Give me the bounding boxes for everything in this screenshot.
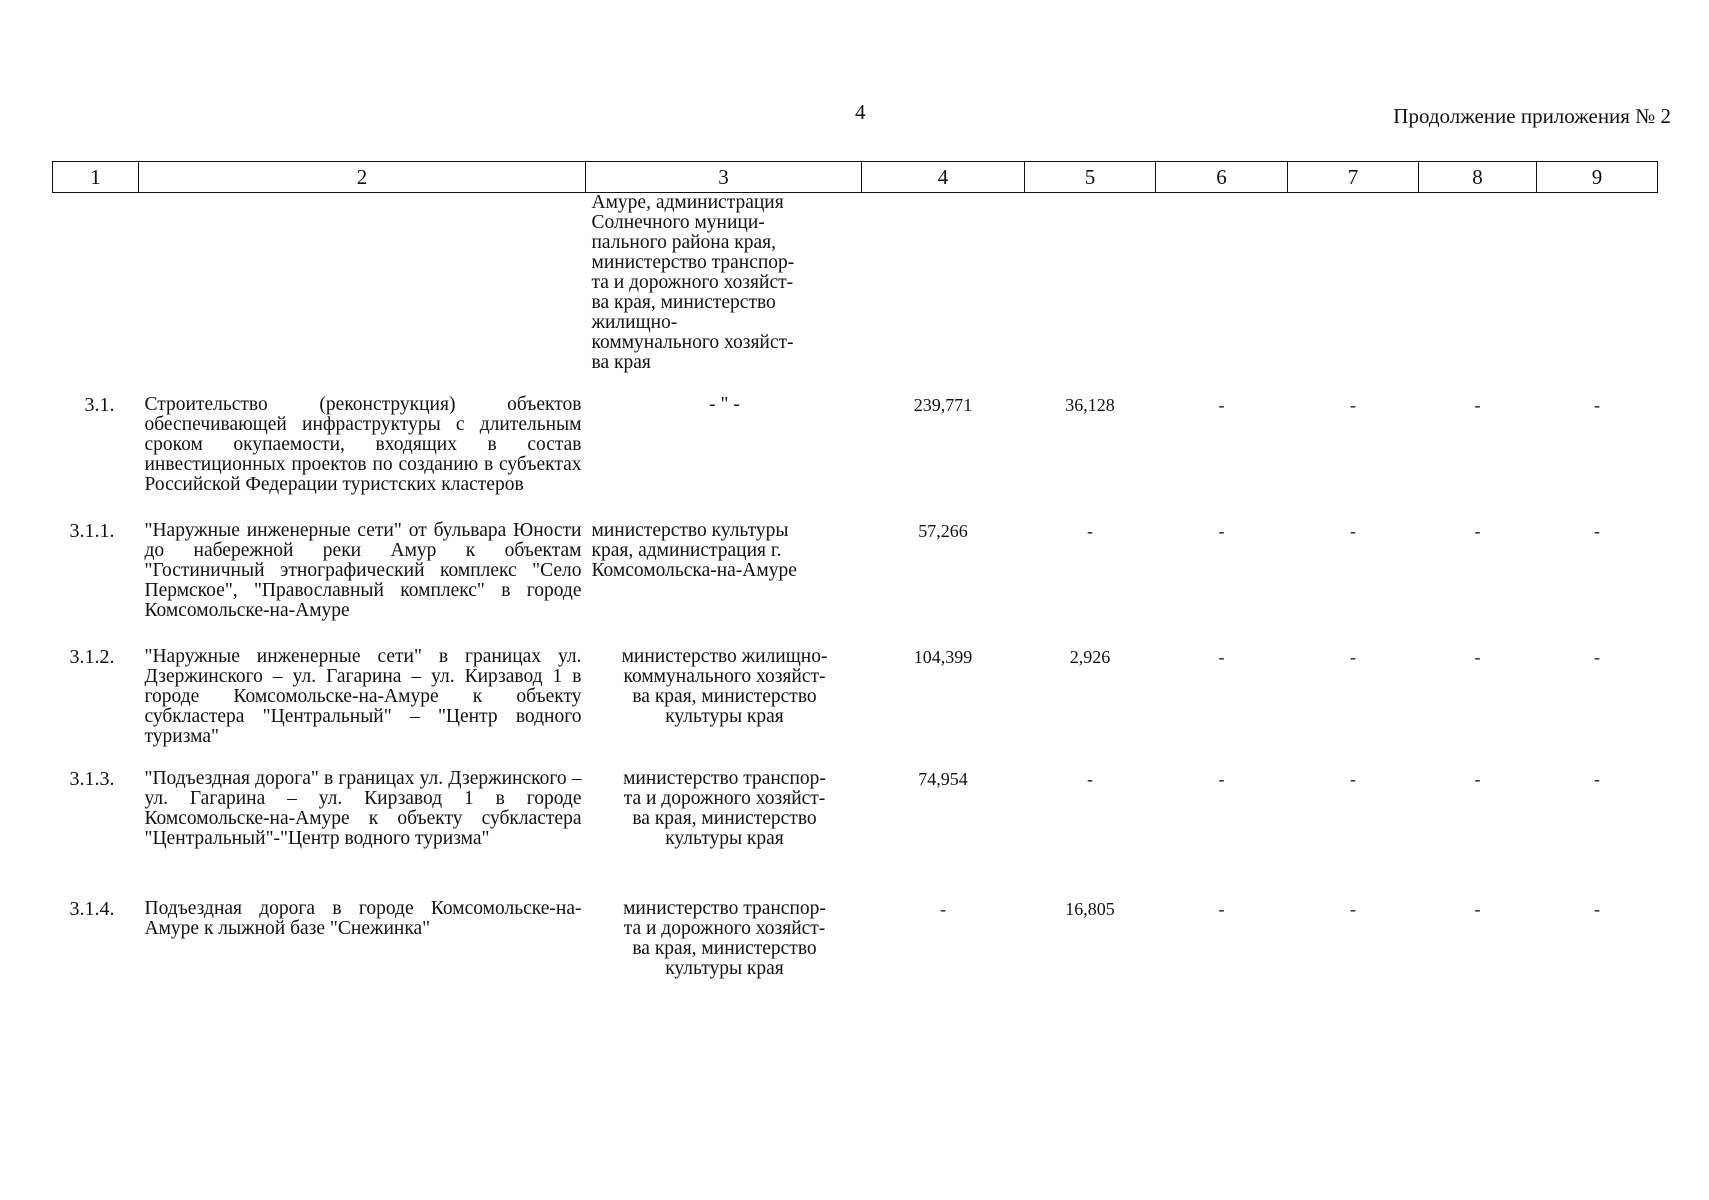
table-row [53, 769, 1658, 899]
continuation-label: Продолжение приложения № 2 [1393, 104, 1671, 128]
column-header: 4 [862, 162, 1025, 193]
value-col5: 2,926 [1069, 647, 1111, 667]
row-number [53, 193, 139, 396]
value-col5: 36,128 [1065, 395, 1115, 415]
responsible-line: края, администрация г. [591, 540, 782, 561]
column-header: 1 [53, 162, 139, 193]
responsible-line: Солнечного муници- [591, 212, 765, 233]
value-col9: - [1594, 647, 1600, 667]
value-col7: - [1350, 647, 1356, 667]
responsible-line: культуры края [665, 958, 784, 979]
row-name [139, 193, 586, 396]
value-col7 [1288, 193, 1419, 396]
value-col7: - [1350, 899, 1356, 919]
row-number: 3.1. [84, 394, 115, 416]
value-col4: 74,954 [918, 769, 968, 789]
value-col6: - [1218, 395, 1225, 415]
responsible-line: культуры края [665, 828, 784, 849]
value-col9: - [1594, 521, 1600, 541]
value-col9: - [1594, 395, 1600, 415]
value-col9 [1537, 193, 1658, 396]
responsible-line: ва края, министерство [632, 686, 817, 707]
value-col9: - [1594, 899, 1600, 919]
value-col6: - [1218, 769, 1225, 789]
table-row [53, 395, 1658, 521]
table-row [53, 521, 1658, 647]
row-name: "Наружные инженерные сети" в границах ул. Дзержинского – ул. Гагарина – ул. Кирзавод 1 в городе Комсомольске-на-Амуре к объекту субкластера "Центральный" – "Центр водного туризма" [144, 646, 582, 747]
responsible-line: ва края [591, 352, 651, 373]
value-col5 [1025, 193, 1156, 396]
responsible-line: министерство транспор- [591, 252, 795, 273]
row-responsible [586, 395, 862, 521]
row-responsible [586, 647, 862, 769]
responsible-line: Амуре, администрация [591, 192, 784, 213]
column-header: 5 [1025, 162, 1156, 193]
row-responsible [586, 769, 862, 899]
value-col4: 57,266 [918, 521, 968, 541]
responsible-line: та и дорожного хозяйст- [591, 272, 794, 293]
value-col7: - [1350, 395, 1356, 415]
column-header: 2 [139, 162, 586, 193]
value-col4: 104,399 [913, 647, 973, 667]
responsible-line: - " - [709, 394, 740, 415]
responsible-line: культуры края [665, 706, 784, 727]
column-header: 9 [1537, 162, 1658, 193]
row-name: "Наружные инженерные сети" от бульвара Юности до набережной реки Амур к объектам "Гостиничный этнографический комплекс "Село Пермское", "Православный комплекс" в городе Комсомольске-на-Амуре [144, 520, 582, 621]
responsible-line: ва края, министерство [632, 938, 817, 959]
table-row [53, 899, 1658, 979]
responsible-line: жилищно- [591, 312, 678, 333]
responsible-line: коммунального хозяйст- [591, 332, 794, 353]
page-number: 4 [855, 100, 866, 124]
row-responsible [586, 899, 862, 979]
value-col6: - [1218, 647, 1225, 667]
appendix-table [52, 161, 1658, 979]
row-number: 3.1.3. [69, 768, 115, 790]
value-col4: 239,771 [913, 395, 973, 415]
value-col9: - [1594, 769, 1600, 789]
value-col4: - [940, 899, 946, 919]
value-col5: 16,805 [1065, 899, 1115, 919]
responsible-line: ва края, министерство [591, 292, 776, 313]
row-name: Подъездная дорога в городе Комсомольске-на-Амуре к лыжной базе "Снежинка" [144, 898, 582, 939]
column-header: 8 [1419, 162, 1537, 193]
column-header: 7 [1288, 162, 1419, 193]
value-col4 [862, 193, 1025, 396]
responsible-line: коммунального хозяйст- [623, 666, 826, 687]
responsible-line: министерство жилищно- [621, 646, 828, 667]
responsible-line: пального района края, [591, 232, 776, 253]
column-number-header [53, 162, 1658, 193]
value-col8: - [1474, 899, 1481, 919]
column-header: 3 [586, 162, 862, 193]
row-responsible [586, 193, 862, 396]
value-col8: - [1474, 769, 1481, 789]
value-col8 [1419, 193, 1537, 396]
row-number: 3.1.4. [69, 898, 115, 920]
responsible-line: министерство транспор- [623, 898, 826, 919]
row-number: 3.1.1. [69, 520, 115, 542]
value-col7: - [1350, 521, 1356, 541]
row-responsible [586, 521, 862, 647]
value-col8: - [1474, 521, 1481, 541]
responsible-line: министерство культуры [591, 520, 789, 541]
responsible-line: Комсомольска-на-Амуре [591, 560, 797, 581]
table-row [53, 193, 1658, 396]
value-col6: - [1218, 899, 1225, 919]
value-col7: - [1350, 769, 1356, 789]
row-number: 3.1.2. [69, 646, 115, 668]
responsible-line: та и дорожного хозяйст- [623, 918, 826, 939]
responsible-line: та и дорожного хозяйст- [623, 788, 826, 809]
value-col6: - [1218, 521, 1225, 541]
column-header: 6 [1156, 162, 1288, 193]
responsible-line: ва края, министерство [632, 808, 817, 829]
value-col6 [1156, 193, 1288, 396]
value-col8: - [1474, 647, 1481, 667]
value-col8: - [1474, 395, 1481, 415]
value-col5: - [1087, 769, 1093, 789]
value-col5: - [1087, 521, 1093, 541]
responsible-line: министерство транспор- [623, 768, 826, 789]
row-name: Строительство (реконструкция) объектов обеспечивающей инфраструктуры с длительным сроком окупаемости, входящих в состав инвестиционных проектов по созданию в субъектах Российской Федерации туристских кластеров [144, 394, 582, 495]
row-name: "Подъездная дорога" в границах ул. Дзержинского – ул. Гагарина – ул. Кирзавод 1 в городе Комсомольске-на-Амуре к объекту субкластера "Центральный"-"Центр водного туризма" [144, 768, 582, 849]
table-row [53, 647, 1658, 769]
